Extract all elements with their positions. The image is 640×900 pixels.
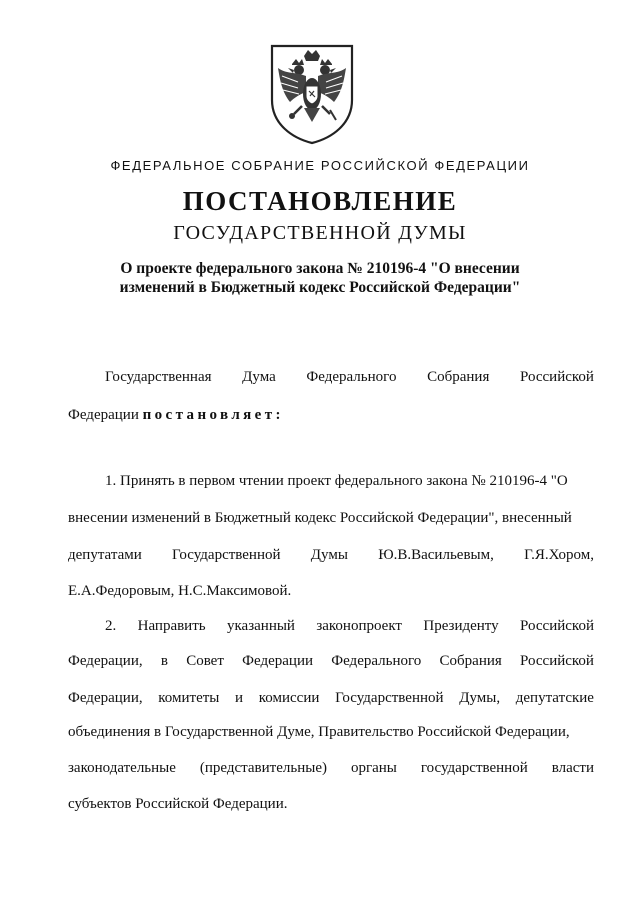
- word: Российской: [520, 369, 594, 385]
- preamble-text: Федерации: [68, 407, 143, 423]
- word: Ю.В.Васильевым,: [378, 547, 494, 563]
- word: Собрания: [427, 369, 490, 385]
- word: депутатские: [515, 690, 594, 706]
- federal-assembly-heading: ФЕДЕРАЛЬНОЕ СОБРАНИЕ РОССИЙСКОЙ ФЕДЕРАЦИИ: [110, 158, 530, 173]
- word: комиссии: [258, 690, 320, 706]
- word: Федерации: [242, 653, 313, 669]
- item1-line-1: 1. Принять в первом чтении проект федерального закона № 210196-4 "О: [105, 473, 568, 489]
- item1-line-2: внесении изменений в Бюджетный кодекс Российской Федерации", внесенный: [68, 510, 572, 526]
- word: Думы: [310, 547, 348, 563]
- word: Федерации,: [68, 653, 143, 669]
- word: Собрания: [439, 653, 502, 669]
- document-type-title: ПОСТАНОВЛЕНИЕ: [182, 186, 458, 216]
- word: Государственной: [335, 690, 444, 706]
- item2-line-6: субъектов Российской Федерации.: [68, 796, 288, 812]
- word: депутатами: [68, 547, 142, 563]
- item1-line-3: [68, 545, 594, 565]
- word: Российской: [520, 618, 594, 634]
- word: Президенту: [423, 618, 499, 634]
- preamble-line-2: [68, 405, 594, 425]
- word: власти: [551, 760, 594, 776]
- word: указанный: [226, 618, 295, 634]
- double-headed-eagle-icon: [268, 42, 356, 146]
- word: законопроект: [316, 618, 402, 634]
- word: Федерации,: [68, 690, 143, 706]
- word: Г.Я.Хором,: [524, 547, 594, 563]
- word: Российской: [520, 653, 594, 669]
- word: органы: [350, 760, 397, 776]
- item2-line-1: [105, 616, 594, 636]
- subject-line-2: изменений в Бюджетный кодекс Российской Федерации": [119, 279, 521, 296]
- item2-line-3: [68, 688, 594, 708]
- word: в: [160, 653, 168, 669]
- word: Дума: [242, 369, 276, 385]
- word: Федерального: [331, 653, 422, 669]
- resolves-verb: постановляет:: [142, 407, 284, 423]
- word: и: [235, 690, 244, 706]
- item2-line-5: [68, 758, 594, 778]
- word: Государственной: [172, 547, 281, 563]
- word: Направить: [137, 618, 206, 634]
- word: государственной: [420, 760, 528, 776]
- document-issuer-title: ГОСУДАРСТВЕННОЙ ДУМЫ: [173, 222, 467, 244]
- word: Совет: [186, 653, 224, 669]
- item2-line-2: [68, 651, 594, 671]
- word: законодательные: [68, 760, 176, 776]
- word: Федерального: [306, 369, 397, 385]
- word: (представительные): [199, 760, 327, 776]
- subject-line-1: О проекте федерального закона № 210196-4 "О внесении: [120, 260, 520, 277]
- word: Государственная: [105, 369, 212, 385]
- item1-line-4: Е.А.Федоровым, Н.С.Максимовой.: [68, 583, 292, 599]
- word: 2.: [105, 618, 117, 634]
- word: комитеты: [158, 690, 220, 706]
- coat-of-arms-emblem: [268, 42, 356, 146]
- document-subject: [0, 259, 640, 297]
- preamble-line-1: [105, 367, 594, 387]
- word: Думы,: [459, 690, 501, 706]
- item2-line-4: объединения в Государственной Думе, Правительство Российской Федерации,: [68, 724, 570, 740]
